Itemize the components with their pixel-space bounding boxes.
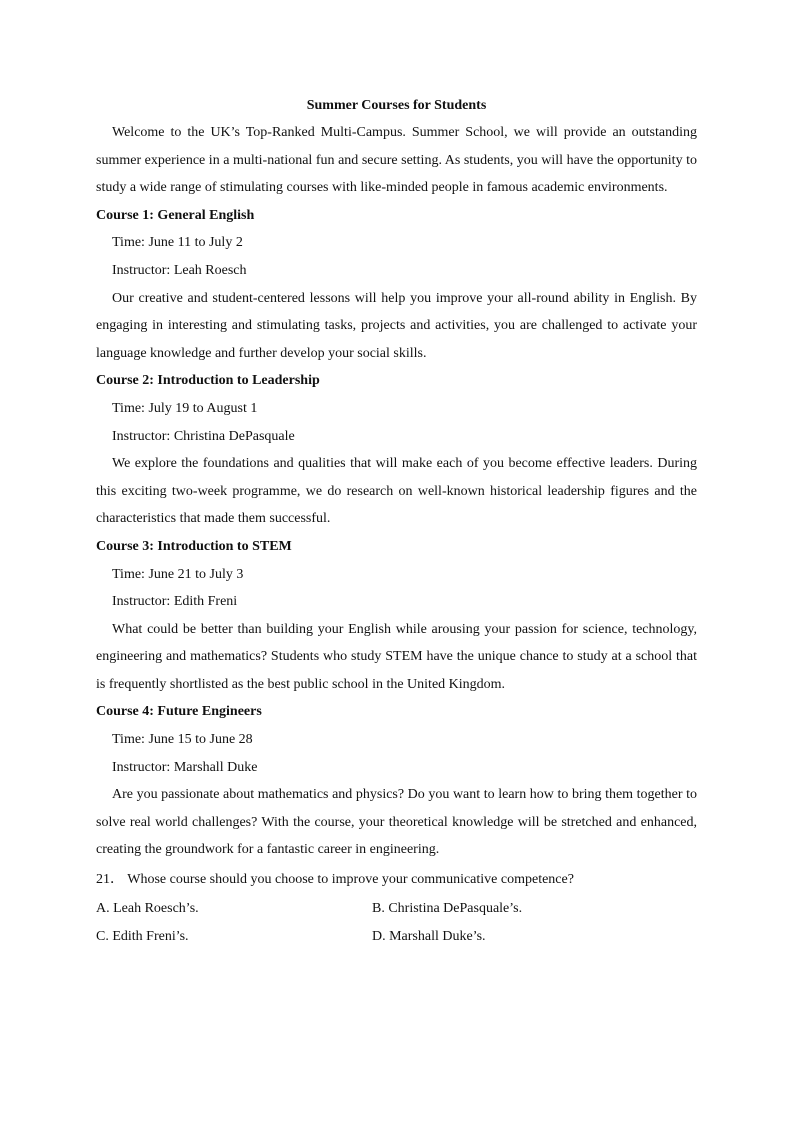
intro-paragraph: Welcome to the UK’s Top-Ranked Multi-Campus. Summer School, we will provide an outstanding summer experience in a multi-national fun and secure setting. As students, you will have the opportunity to study a wide range of stimulating courses with like-minded people in famous academic environments.	[96, 125, 697, 196]
course-instructor: Instructor: Leah Roesch	[112, 262, 247, 278]
course-description: Our creative and student-centered lessons will help you improve your all-round ability in English. By engaging in interesting and stimulating tasks, projects and activities, you are challenged to activate your language knowledge and further develop your social skills.	[96, 290, 697, 361]
document-page	[96, 92, 697, 951]
course-instructor: Instructor: Marshall Duke	[112, 759, 258, 775]
answer-options	[96, 894, 697, 951]
course-1	[96, 202, 697, 368]
course-time: Time: June 11 to July 2	[112, 235, 243, 251]
course-4	[96, 698, 697, 864]
course-description: Are you passionate about mathematics and physics? Do you want to learn how to bring them together to solve real world challenges? With the course, your theoretical knowledge will be stretched and enhanced, creating the groundwork for a fantastic career in engineering.	[96, 787, 697, 858]
course-instructor: Instructor: Edith Freni	[112, 594, 238, 610]
course-2	[96, 367, 697, 533]
option-a[interactable]: A. Leah Roesch’s.	[96, 901, 199, 917]
course-time: Time: June 15 to June 28	[112, 732, 253, 748]
course-heading: Course 4: Future Engineers	[96, 704, 262, 720]
course-heading: Course 1: General English	[96, 207, 255, 223]
option-d[interactable]: D. Marshall Duke’s.	[372, 929, 486, 945]
course-heading: Course 3: Introduction to STEM	[96, 538, 292, 554]
option-c[interactable]: C. Edith Freni’s.	[96, 929, 189, 945]
question-text: 21． Whose course should you choose to improve your communicative competence?	[96, 872, 574, 888]
course-3	[96, 533, 697, 699]
course-heading: Course 2: Introduction to Leadership	[96, 373, 320, 389]
course-time: Time: June 21 to July 3	[112, 566, 244, 582]
course-instructor: Instructor: Christina DePasquale	[112, 428, 295, 444]
course-description: We explore the foundations and qualities that will make each of you become effective leaders. During this exciting two-week programme, we do research on well-known historical leadership figures and the characteristics that made them successful.	[96, 456, 697, 527]
course-description: What could be better than building your English while arousing your passion for science, technology, engineering and mathematics? Students who study STEM have the unique chance to study at a school that is frequently shortlisted as the best public school in the United Kingdom.	[96, 621, 697, 692]
course-time: Time: July 19 to August 1	[112, 400, 258, 416]
option-b[interactable]: B. Christina DePasquale’s.	[372, 901, 523, 917]
page-title: Summer Courses for Students	[306, 98, 487, 113]
